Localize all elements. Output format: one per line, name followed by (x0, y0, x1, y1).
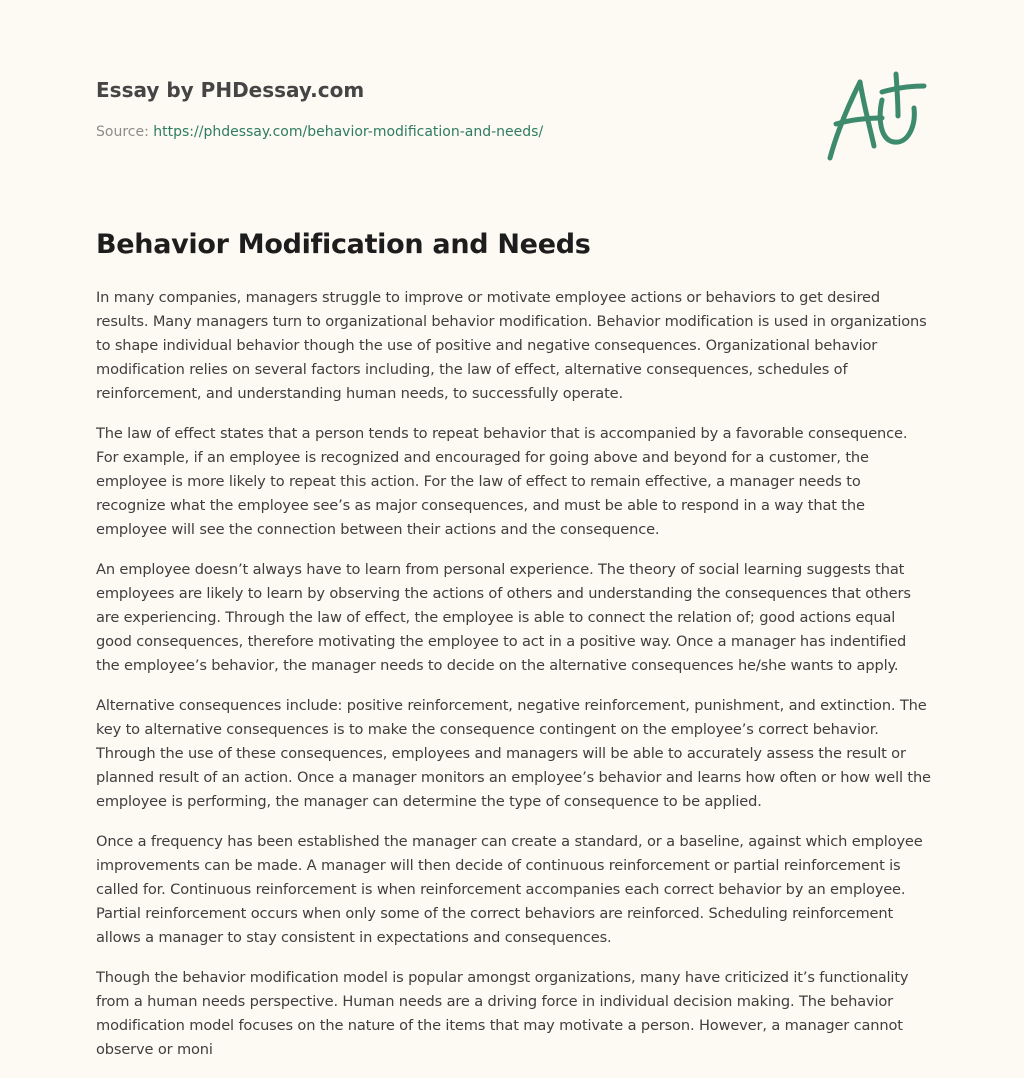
site-header (96, 76, 796, 142)
essay-paragraph: An employee doesn’t always have to learn from personal experience. The theory of social learning suggests that employees are likely to learn by observing the actions of others and understanding the consequences that others are experiencing. Through the law of effect, the employee is able to connect the relation of; good actions equal good consequences, therefore motivating the employee to act in a positive way. Once a manager has indentified the employee’s behavior, the manager needs to decide on the alternative consequences he/she wants to apply. (96, 561, 911, 674)
essay-body (96, 286, 932, 1078)
site-title: Essay by PHDessay.com (96, 78, 365, 102)
source-line (96, 122, 796, 142)
a-plus-grade-icon (820, 66, 930, 166)
source-link[interactable]: https://phdessay.com/behavior-modification-and-needs/ (153, 124, 544, 140)
essay-title: Behavior Modification and Needs (96, 229, 591, 260)
source-label: Source: (96, 124, 154, 140)
essay-paragraph: Once a frequency has been established the manager can create a standard, or a baseline, against which employee improvements can be made. A manager will then decide of continuous reinforcement or partial reinforcement is called for. Continuous reinforcement is when reinforcement accompanies each correct behavior by an employee. Partial reinforcement occurs when only some of the correct behaviors are reinforced. Scheduling reinforcement allows a manager to stay consistent in expectations and consequences. (96, 833, 923, 946)
essay-paragraph: Alternative consequences include: positive reinforcement, negative reinforcement, punishment, and extinction. The key to alternative consequences is to make the consequence contingent on the employee’s correct behavior. Through the use of these consequences, employees and managers will be able to accurately assess the result or planned result of an action. Once a manager monitors an employee’s behavior and learns how often or how well the employee is performing, the manager can determine the type of consequence to be applied. (96, 697, 931, 810)
essay-paragraph: In many companies, managers struggle to improve or motivate employee actions or behaviors to get desired results. Many managers turn to organizational behavior modification. Behavior modification is used in organizations to shape individual behavior though the use of positive and negative consequences. Organizational behavior modification relies on several factors including, the law of effect, alternative consequences, schedules of reinforcement, and understanding human needs, to successfully operate. (96, 289, 927, 402)
essay-paragraph: The law of effect states that a person tends to repeat behavior that is accompanied by a favorable consequence. For example, if an employee is recognized and encouraged for going above and beyond for a customer, the employee is more likely to repeat this action. For the law of effect to remain effective, a manager needs to recognize what the employee see’s as major consequences, and must be able to respond in a way that the employee will see the connection between their actions and the consequence. (96, 425, 908, 538)
a-plus-logo-svg (820, 66, 930, 166)
essay-paragraph: Though the behavior modification model is popular amongst organizations, many have criticized it’s functionality from a human needs perspective. Human needs are a driving force in individual decision making. The behavior modification model focuses on the nature of the items that may motivate a person. However, a manager cannot observe or moni (96, 969, 909, 1058)
